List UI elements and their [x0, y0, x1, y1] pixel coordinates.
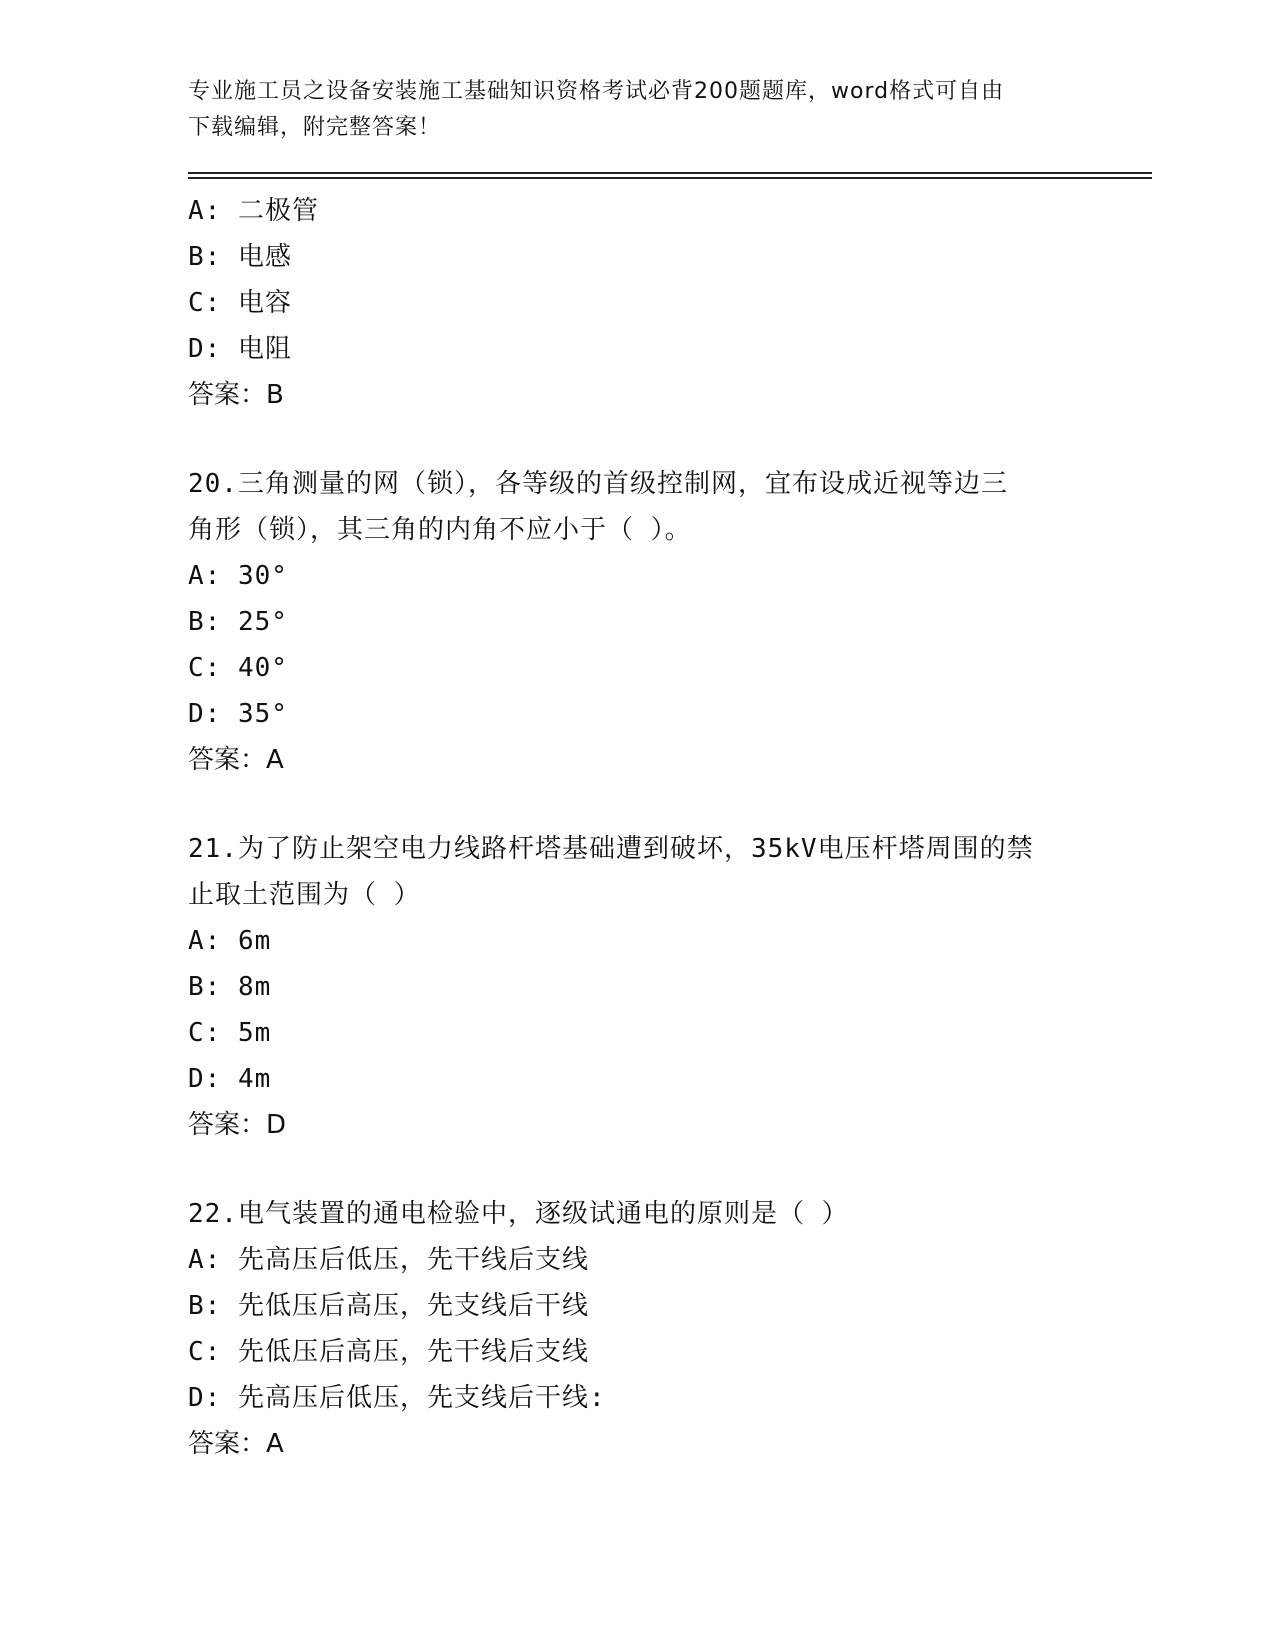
question-list — [188, 188, 1128, 1467]
question-22 — [188, 1191, 1128, 1467]
question-text — [188, 1191, 1128, 1237]
question-text-line-1: 20.三角测量的网（锁），各等级的首级控制网，宜布设成近视等边三 — [188, 469, 1008, 499]
option-d: D: 先高压后低压，先支线后干线: — [188, 1383, 606, 1413]
option-d: D: 35° — [188, 699, 288, 729]
question-text — [188, 826, 1128, 918]
option-a: A: 二极管 — [188, 196, 319, 226]
option-b: B: 8m — [188, 972, 272, 1002]
question-19-tail — [188, 188, 1128, 418]
question-text-line-1: 22.电气装置的通电检验中，逐级试通电的原则是（ ） — [188, 1199, 849, 1229]
question-20 — [188, 461, 1128, 783]
header-line-2: 下载编辑，附完整答案！ — [188, 115, 442, 140]
question-21 — [188, 826, 1128, 1148]
option-d: D: 4m — [188, 1064, 272, 1094]
answer-line: 答案：B — [188, 380, 284, 410]
option-b: B: 电感 — [188, 242, 292, 272]
answer-line: 答案：D — [188, 1110, 287, 1140]
option-c: C: 电容 — [188, 288, 292, 318]
option-c: C: 先低压后高压，先干线后支线 — [188, 1337, 589, 1367]
option-c: C: 40° — [188, 653, 288, 683]
answer-line: 答案：A — [188, 1429, 284, 1459]
question-text — [188, 461, 1128, 553]
option-c: C: 5m — [188, 1018, 272, 1048]
question-text-line-1: 21.为了防止架空电力线路杆塔基础遭到破坏，35kV电压杆塔周围的禁 — [188, 834, 1034, 864]
option-a: A: 6m — [188, 926, 272, 956]
header-rule-top — [188, 172, 1152, 174]
question-text-line-2: 止取土范围为（ ） — [188, 880, 421, 910]
option-a: A: 先高压后低压，先干线后支线 — [188, 1245, 589, 1275]
option-d: D: 电阻 — [188, 334, 292, 364]
header-line-1: 专业施工员之设备安装施工基础知识资格考试必背200题题库，word格式可自由 — [188, 79, 1005, 104]
option-b: B: 先低压后高压，先支线后干线 — [188, 1291, 589, 1321]
option-b: B: 25° — [188, 607, 288, 637]
answer-line: 答案：A — [188, 745, 284, 775]
question-text-line-2: 角形（锁），其三角的内角不应小于（ ）。 — [188, 515, 692, 545]
option-a: A: 30° — [188, 561, 288, 591]
header-rule-bottom — [188, 177, 1152, 179]
document-header — [188, 74, 1088, 146]
